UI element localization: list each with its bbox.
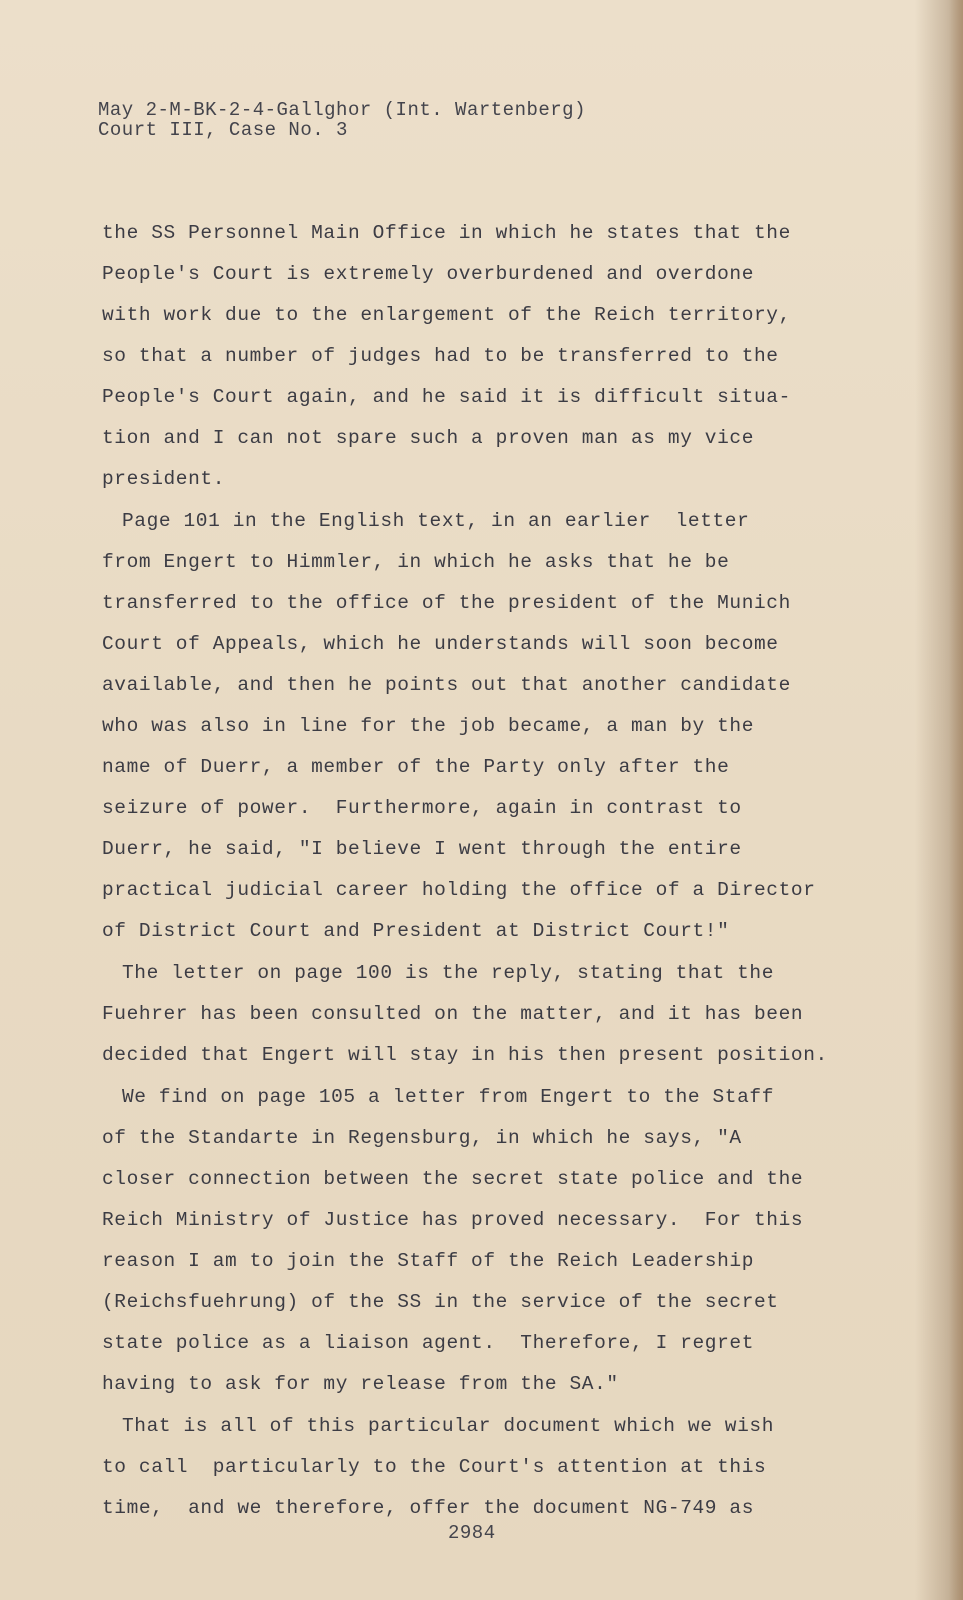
text-line: People's Court again, and he said it is difficult situa- [102, 386, 791, 408]
text-line: reason I am to join the Staff of the Reich Leadership [102, 1250, 755, 1272]
text-line: Fuehrer has been consulted on the matter, and it has been [102, 1003, 804, 1025]
text-line: Page 101 in the English text, in an earlier letter [122, 510, 750, 532]
text-line: who was also in line for the job became, a man by the [102, 715, 755, 737]
page-edge-shadow [949, 0, 963, 1600]
text-line: Court of Appeals, which he understands will soon become [102, 633, 779, 655]
text-line: decided that Engert will stay in his then present position. [102, 1044, 828, 1066]
text-line: president. [102, 468, 226, 490]
text-line: state police as a liaison agent. Therefore, I regret [102, 1332, 755, 1354]
text-line: of District Court and President at District Court!" [102, 920, 730, 942]
text-line: tion and I can not spare such a proven man as my vice [102, 427, 755, 449]
text-line: practical judicial career holding the office of a Director [102, 879, 816, 901]
text-line: time, and we therefore, offer the document NG-749 as [102, 1497, 755, 1519]
text-line: having to ask for my release from the SA." [102, 1373, 619, 1395]
text-line: That is all of this particular document which we wish [122, 1415, 775, 1437]
text-line: (Reichsfuehrung) of the SS in the service of the secret [102, 1291, 779, 1313]
text-line: the SS Personnel Main Office in which he states that the [102, 222, 791, 244]
text-line: name of Duerr, a member of the Party only after the [102, 756, 730, 778]
text-line: People's Court is extremely overburdened and overdone [102, 263, 755, 285]
text-line: transferred to the office of the president of the Munich [102, 592, 791, 614]
text-line: from Engert to Himmler, in which he asks that he be [102, 551, 730, 573]
text-line: Duerr, he said, "I believe I went through the entire [102, 838, 742, 860]
text-line: so that a number of judges had to be transferred to the [102, 345, 779, 367]
header-line-2: Court III, Case No. 3 [98, 119, 348, 141]
text-line: We find on page 105 a letter from Engert to the Staff [122, 1086, 775, 1108]
text-line: closer connection between the secret state police and the [102, 1168, 804, 1190]
document-header [98, 100, 586, 140]
text-line: Reich Ministry of Justice has proved necessary. For this [102, 1209, 804, 1231]
header-line-1: May 2-M-BK-2-4-Gallghor (Int. Wartenberg) [98, 99, 586, 121]
text-line: seizure of power. Furthermore, again in contrast to [102, 797, 742, 819]
text-line: with work due to the enlargement of the Reich territory, [102, 304, 791, 326]
text-line: available, and then he points out that another candidate [102, 674, 791, 696]
text-line: of the Standarte in Regensburg, in which he says, "A [102, 1127, 742, 1149]
text-line: to call particularly to the Court's attention at this [102, 1456, 767, 1478]
text-line: The letter on page 100 is the reply, stating that the [122, 962, 775, 984]
page-number: 2984 [448, 1522, 496, 1544]
